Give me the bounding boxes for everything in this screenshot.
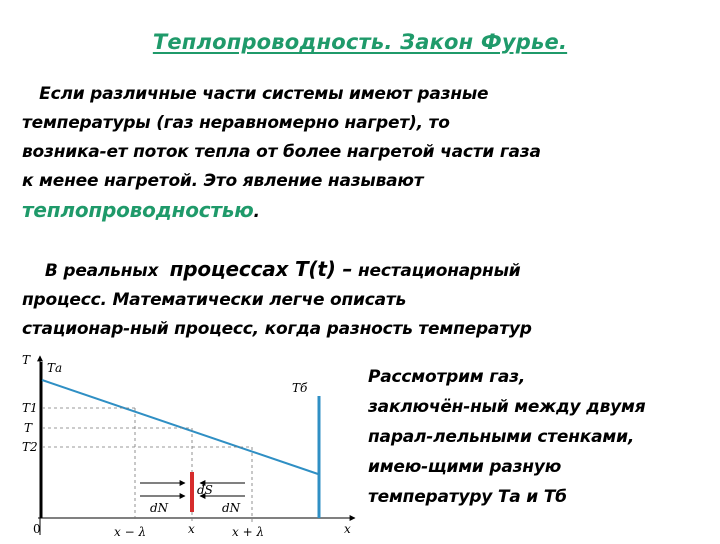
dn-left-label: dN: [150, 501, 169, 515]
intro-line-3: возника-ет поток тепла от более нагретой части газа: [22, 142, 541, 162]
side-line-3: парал-лельными стенками,: [368, 427, 635, 447]
side-line-5: температуру Та и Тб: [368, 487, 567, 507]
x-plus-label: x + λ: [232, 525, 265, 539]
t1-label: T1: [22, 401, 38, 415]
real-line-3: стационар-ный процесс, когда разность температур: [22, 319, 532, 339]
process-formula: процессах T(t) –: [169, 257, 353, 281]
x-label: x: [188, 522, 195, 536]
side-description: [368, 362, 718, 512]
tb-label: Tб: [292, 381, 308, 395]
ta-label: Tа: [47, 361, 63, 375]
term-highlight: теплопроводностью: [22, 198, 254, 222]
side-line-1: Рассмотрим газ,: [368, 367, 526, 387]
intro-line-5: теплопроводностью.: [22, 198, 260, 222]
axis-x-label: x: [344, 522, 351, 536]
real-line-2: процесс. Математически легче описать: [22, 290, 407, 310]
temperature-diagram: [0, 350, 360, 544]
intro-line-4: к менее нагретой. Это явление называют: [22, 171, 424, 191]
t2-label: T2: [22, 440, 38, 454]
dn-right-label: dN: [222, 501, 241, 515]
x-minus-label: x − λ: [114, 525, 147, 539]
temperature-line: [42, 380, 318, 474]
real-line-1: В реальных процессах T(t) – нестационарный: [44, 257, 521, 281]
intro-line-2: температуры (газ неравномерно нагрет), то: [22, 113, 450, 133]
origin-label: 0: [33, 522, 41, 536]
ds-label: dS: [197, 483, 213, 497]
axis-y-label: T: [22, 353, 31, 367]
side-line-2: заключён-ный между двумя: [368, 397, 646, 417]
page-title: Теплопроводность. Закон Фурье.: [152, 30, 568, 54]
side-line-4: имею-щими разную: [368, 457, 562, 477]
intro-paragraph: [22, 80, 712, 227]
real-process-paragraph: [22, 255, 712, 344]
intro-line-1: Если различные части системы имеют разные: [39, 84, 489, 104]
t-label: T: [24, 421, 33, 435]
